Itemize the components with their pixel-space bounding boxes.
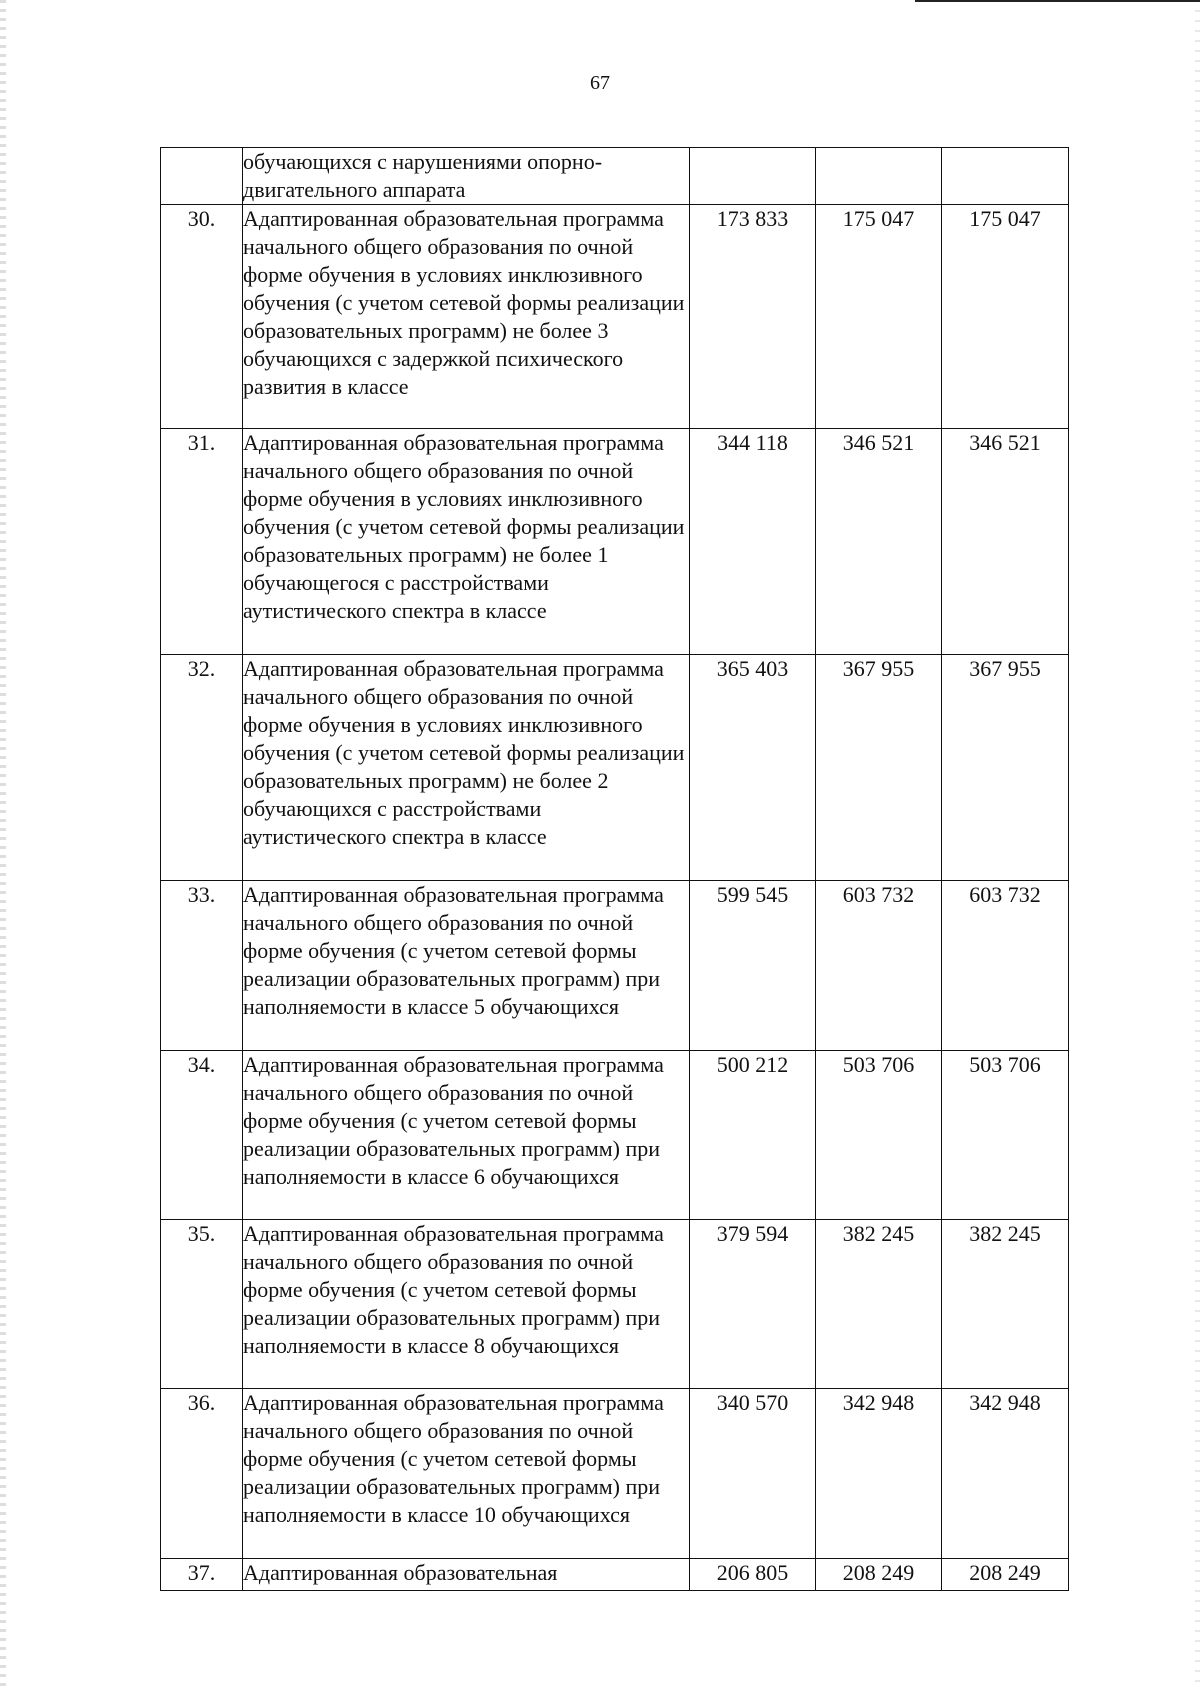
table-row: [161, 1559, 1069, 1591]
row-number-cell: [161, 148, 243, 205]
value-cell-1: [690, 148, 816, 205]
row-number: 33.: [161, 881, 243, 1051]
value-cell-3: [942, 148, 1069, 205]
row-description: Адаптированная образовательная программа начального общего образования по очной форме обучения (с учетом сетевой формы реализации образовательных программ) при наполняемости в классе 6 обучающихся: [243, 1051, 690, 1220]
value-cell-3: 367 955: [942, 655, 1069, 881]
value-cell-1: 173 833: [690, 205, 816, 429]
table-row-continuation: [161, 148, 1069, 205]
row-number: 37.: [161, 1559, 243, 1591]
value-cell-3: 382 245: [942, 1220, 1069, 1389]
value-cell-2: [816, 148, 942, 205]
top-rule: [915, 0, 1200, 2]
row-number: 32.: [161, 655, 243, 881]
value-cell-1: 599 545: [690, 881, 816, 1051]
value-cell-2: 382 245: [816, 1220, 942, 1389]
scan-edge-right: [1195, 0, 1200, 1686]
scan-edge-left: [0, 0, 6, 1686]
value-cell-3: 346 521: [942, 429, 1069, 655]
row-number: 31.: [161, 429, 243, 655]
table-row: [161, 1220, 1069, 1389]
table-row: [161, 429, 1069, 655]
value-cell-3: 603 732: [942, 881, 1069, 1051]
row-number: 36.: [161, 1389, 243, 1559]
value-cell-2: 503 706: [816, 1051, 942, 1220]
value-cell-2: 346 521: [816, 429, 942, 655]
table-row: [161, 881, 1069, 1051]
row-description: Адаптированная образовательная программа начального общего образования по очной форме обучения (с учетом сетевой формы реализации образовательных программ) при наполняемости в классе 8 обучающихся: [243, 1220, 690, 1389]
table-row: [161, 205, 1069, 429]
value-cell-1: 206 805: [690, 1559, 816, 1591]
row-description: Адаптированная образовательная программа начального общего образования по очной форме обучения в условиях инклюзивного обучения (с учетом сетевой формы реализации образовательных программ) не более 3 обучающихся с задержкой психического развития в классе: [243, 205, 690, 429]
value-cell-2: 367 955: [816, 655, 942, 881]
value-cell-3: 175 047: [942, 205, 1069, 429]
cost-table: [160, 147, 1069, 1591]
value-cell-2: 208 249: [816, 1559, 942, 1591]
row-description: Адаптированная образовательная: [243, 1559, 690, 1591]
row-description: Адаптированная образовательная программа начального общего образования по очной форме обучения (с учетом сетевой формы реализации образовательных программ) при наполняемости в классе 10 обучающихся: [243, 1389, 690, 1559]
value-cell-3: 503 706: [942, 1051, 1069, 1220]
row-description: Адаптированная образовательная программа начального общего образования по очной форме обучения в условиях инклюзивного обучения (с учетом сетевой формы реализации образовательных программ) не более 2 обучающихся с расстройствами аутистического спектра в классе: [243, 655, 690, 881]
value-cell-1: 379 594: [690, 1220, 816, 1389]
table-row: [161, 1051, 1069, 1220]
value-cell-2: 175 047: [816, 205, 942, 429]
table-row: [161, 1389, 1069, 1559]
row-number: 30.: [161, 205, 243, 429]
row-description: обучающихся с нарушениями опорно-двигательного аппарата: [243, 148, 690, 205]
row-number: 34.: [161, 1051, 243, 1220]
value-cell-1: 344 118: [690, 429, 816, 655]
value-cell-3: 208 249: [942, 1559, 1069, 1591]
row-number: 35.: [161, 1220, 243, 1389]
table-row: [161, 655, 1069, 881]
row-description: Адаптированная образовательная программа начального общего образования по очной форме обучения в условиях инклюзивного обучения (с учетом сетевой формы реализации образовательных программ) не более 1 обучающегося с расстройствами аутистического спектра в классе: [243, 429, 690, 655]
row-description: Адаптированная образовательная программа начального общего образования по очной форме обучения (с учетом сетевой формы реализации образовательных программ) при наполняемости в классе 5 обучающихся: [243, 881, 690, 1051]
page-number: 67: [590, 72, 610, 94]
value-cell-2: 603 732: [816, 881, 942, 1051]
value-cell-2: 342 948: [816, 1389, 942, 1559]
value-cell-1: 340 570: [690, 1389, 816, 1559]
value-cell-1: 365 403: [690, 655, 816, 881]
value-cell-1: 500 212: [690, 1051, 816, 1220]
value-cell-3: 342 948: [942, 1389, 1069, 1559]
